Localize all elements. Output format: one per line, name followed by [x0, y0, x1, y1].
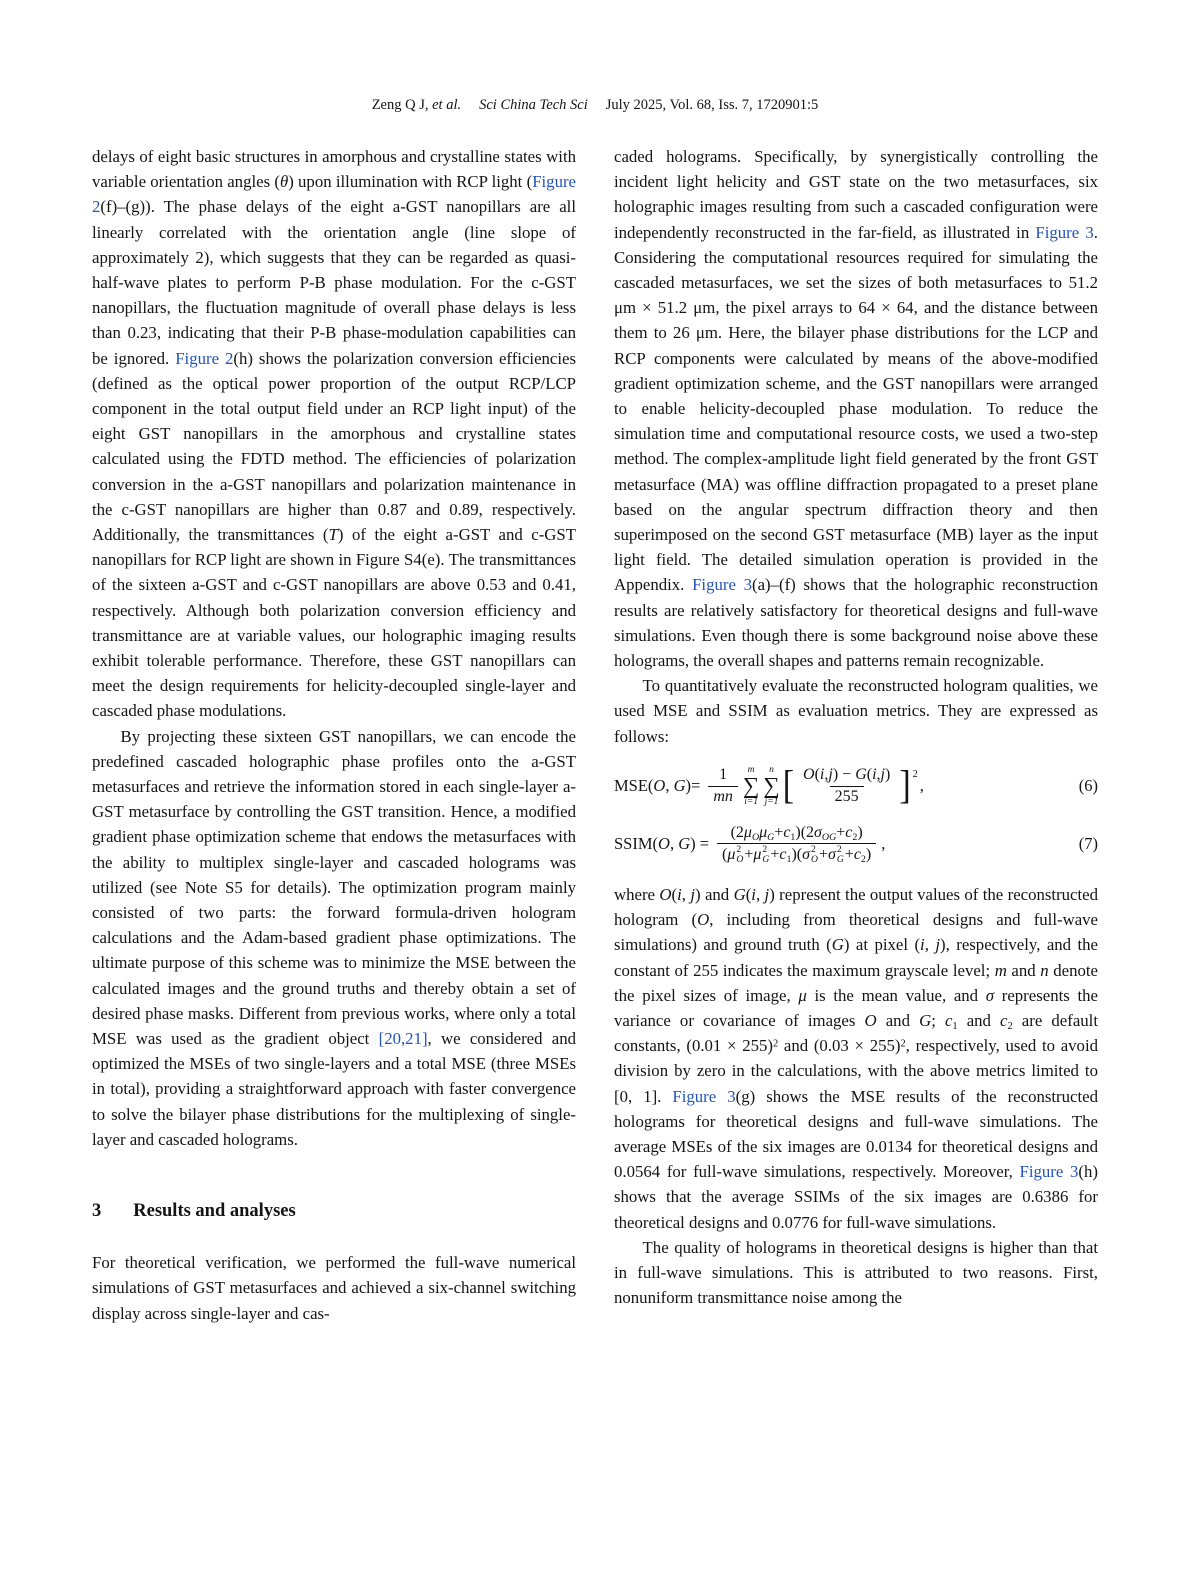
italic-variable: c	[1000, 1011, 1008, 1031]
equation-number: (6)	[1078, 775, 1098, 795]
equation-6-lhs: MSE(O, G)=	[614, 775, 701, 795]
paragraph-right-3: where O(i, j) and G(i, j) represent the output values of the reconstructed hologram (O, including from theoretical designs and full-wave simulations) and ground truth (G) at pixel (i, j), respectively, and the constant of 255 indicates the maximum grayscale level; m and n denote the pixel sizes of image, μ is the mean value, and σ represents the variance or covariance of images O and G; $c_1$ and $c_2$ are default constants, $(0.01 \times 255)^2$ and $(0.03 \times 255)^2$, respectively, used to avoid division by zero in the calculations, with the above metrics limited to [0, 1]. Figure 3(g) shows the MSE results of the reconstructed holograms for theoretical designs and full-wave simulations. The average MSEs of the six images are 0.0134 for theoretical designs and 0.0564 for full-wave simulations, respectively. Moreover, Figure 3(h) shows that the average SSIMs of the six images are 0.6386 for theoretical designs and 0.0776 for full-wave simulations.	[614, 885, 1099, 1232]
summation-lower-limit: j=1	[764, 797, 779, 808]
stacked-sub-sup: 2 G	[836, 843, 844, 866]
italic-variable: σ	[802, 846, 810, 864]
italic-variable: O	[803, 766, 815, 784]
paragraph-right-2: To quantitatively evaluate the reconstructed hologram qualities, we used MSE and SSIM as evaluation metrics. They are expressed as follows:	[614, 676, 1098, 746]
equation-number: (7)	[1078, 834, 1098, 854]
reference-link[interactable]: Figure 2	[92, 172, 577, 217]
equation-7	[614, 824, 1098, 867]
italic-variable: μ	[798, 985, 807, 1005]
equation-6	[614, 765, 1098, 808]
stacked-sub-sup: 2 O	[810, 843, 818, 866]
italic-variable: G	[678, 834, 691, 854]
italic-variable: μ	[759, 823, 768, 841]
fraction-denominator	[708, 786, 738, 806]
section-heading	[92, 1200, 576, 1222]
italic-variable: mn	[713, 787, 733, 805]
italic-variable: G	[831, 935, 844, 955]
paragraph-left-3: For theoretical verification, we performed the full-wave numerical simulations of GST metasurfaces and achieved a six-channel switching display across single-layer and cas-	[92, 1253, 576, 1323]
italic-variable: G	[733, 885, 746, 905]
reference-link[interactable]: Figure 3	[672, 1086, 736, 1106]
italic-variable: j	[764, 797, 768, 808]
italic-variable: j	[880, 766, 885, 784]
equation-6-body	[614, 765, 924, 808]
reference-link[interactable]: Figure 3	[692, 575, 752, 595]
italic-variable: O	[653, 775, 666, 795]
section-number: 3	[92, 1201, 102, 1222]
italic-variable: O	[864, 1011, 877, 1031]
italic-variable: n	[769, 764, 774, 775]
italic-variable: O	[697, 910, 710, 930]
reference-link[interactable]: Figure 2	[175, 348, 234, 368]
italic-variable: j	[828, 766, 833, 784]
italic-variable: i	[744, 797, 747, 808]
italic-variable: θ	[279, 172, 289, 192]
sigma-icon: ∑	[763, 773, 780, 799]
italic-variable: μ	[727, 846, 736, 864]
italic-variable: i	[920, 935, 925, 955]
right-column	[614, 144, 1098, 1326]
header-issue-info: July 2025, Vol. 68, Iss. 7, 1720901:5	[605, 97, 819, 113]
left-column	[92, 144, 576, 1326]
italic-variable: T	[328, 524, 338, 544]
italic-variable: n	[1040, 960, 1049, 980]
italic-variable: i	[819, 766, 825, 784]
equation-7-lhs: SSIM(O, G) =	[614, 834, 710, 854]
section-title: Results and analyses	[133, 1201, 296, 1222]
stacked-sub-sup: 2 G	[762, 843, 770, 866]
italic-variable: μ	[743, 823, 752, 841]
italic-variable: O	[658, 834, 670, 854]
summation	[743, 765, 759, 808]
italic-variable: j	[935, 935, 941, 955]
italic-variable: σ	[827, 846, 836, 864]
italic-variable: G	[919, 1011, 932, 1031]
italic-variable: c	[845, 823, 853, 841]
sigma-icon: ∑	[742, 773, 760, 799]
fraction	[717, 824, 876, 867]
italic-variable: c	[853, 846, 861, 864]
left-bracket: [	[782, 763, 795, 808]
italic-variable: c	[944, 1011, 953, 1031]
header-authors: Zeng Q J,	[371, 97, 433, 113]
fraction-numerator: 1	[719, 766, 728, 784]
italic-variable: i	[751, 885, 756, 905]
reference-link[interactable]: Figure 3	[1019, 1162, 1079, 1182]
equation-tail: ,	[919, 775, 924, 795]
exponent: 2	[912, 769, 918, 781]
right-bracket: ]	[899, 763, 911, 808]
equation-tail: ,	[881, 834, 886, 854]
summation-lower-limit: i=1	[744, 797, 758, 808]
italic-variable: G	[855, 766, 867, 784]
summation	[763, 765, 779, 808]
fraction	[798, 766, 895, 806]
paragraph-left-2: By projecting these sixteen GST nanopillars, we can encode the predefined cascaded holographic phase profiles onto the a-GST metasurfaces and retrieve the information stored in each single-layer a-GST metasurface by controlling the GST transition. Hence, a modified gradient phase optimization scheme that endows the metasurfaces with the ability to multiplex single-layer and cascaded holograms was utilized (see Note S5 for details). The optimization program mainly consisted of two parts: the forward formula-driven hologram calculations and the Adam-based gradient phase optimizations. The ultimate purpose of this scheme was to minimize the MSE between the calculated images and the ground truths and thereby obtain a set of desired phase masks. Different from previous works, where only a total MSE was used as the gradient object [20,21], we considered and optimized the MSEs of two single-layers and a total MSE (three MSEs in total), providing a straightforward approach with faster convergence to solve the bilayer phase distributions for the multiplexing of single-layer and cascaded holograms.	[92, 726, 576, 1149]
stacked-sub-sup: 2 O	[736, 843, 744, 866]
italic-variable: μ	[753, 846, 762, 864]
italic-variable: i	[677, 885, 682, 905]
header-journal-title: Sci China Tech Sci	[479, 97, 588, 113]
italic-variable: j	[690, 885, 696, 905]
reference-link[interactable]: Figure 3	[1035, 222, 1094, 242]
equation-7-body	[614, 824, 885, 867]
paragraph-left-1: delays of eight basic structures in amorphous and crystalline states with variable orientation angles (θ) upon illumination with RCP light (Figure 2(f)–(g)). The phase delays of the eight a-GST nanopillars are all linearly correlated with the orientation angle (line slope of approximately 2), which suggests that they can be regarded as quasi-half-wave plates to perform P-B phase modulation. For the c-GST nanopillars, the fluctuation magnitude of overall phase delays is less than 0.23, indicating that their P-B phase-modulation capabilities can be ignored. Figure 2(h) shows the polarization conversion efficiencies (defined as the optical power proportion of the output RCP/LCP component in the total output field under an RCP light input) of the eight GST nanopillars in the amorphous and crystalline states calculated using the FDTD method. The efficiencies of polarization conversion in the a-GST nanopillars and polarization maintenance in the c-GST nanopillars are higher than 0.87 and 0.89, respectively. Additionally, the transmittances (T) of the eight a-GST and c-GST nanopillars for RCP light are shown in Figure S4(e). The transmittances of the sixteen a-GST and c-GST nanopillars are above 0.53 and 0.41, respectively. Although both polarization conversion efficiency and transmittance are at variable values, our holographic imaging results exhibit tolerable performance. Therefore, these GST nanopillars can meet the design requirements for helicity-decoupled single-layer and cascaded phase modulations.	[92, 146, 577, 721]
fraction-denominator: 255	[830, 786, 864, 806]
header-etal: et al.	[432, 97, 462, 113]
italic-variable: m	[747, 764, 755, 775]
paragraph-right-1: caded holograms. Specifically, by synergistically controlling the incident light helicity and GST state on the two metasurfaces, six holographic images resulting from such a cascaded configuration were independently reconstructed in the far-field, as illustrated in Figure 3. Considering the computational resources required for simulating the cascaded metasurfaces, we set the sizes of both metasurfaces to 51.2 μm × 51.2 μm, the pixel arrays to 64 × 64, and the distance between them to 26 μm. Here, the bilayer phase distributions for the LCP and RCP components were calculated by means of the above-modified gradient optimization scheme, and the GST nanopillars were arranged to enable helicity-decoupled phase modulation. To reduce the simulation time and computational resource costs, we used a two-step method. The complex-amplitude light field generated by the front GST metasurface (MA) was offline diffraction propagated to a preset plane based on the angular spectrum diffraction theory and then superimposed on the second GST metasurface (MB) layer as the input light field. The detailed simulation operation is provided in the Appendix. Figure 3(a)–(f) shows that the holographic reconstruction results are relatively satisfactory for theoretical designs and full-wave simulations. Even though there is some background noise above these holograms, the overall shapes and patterns remain recognizable.	[614, 146, 1099, 670]
paragraph-right-4: The quality of holograms in theoretical designs is higher than that in full-wave simulations. This is attributed to two reasons. First, nonuniform transmittance noise among the	[614, 1237, 1098, 1308]
italic-variable: c	[779, 846, 787, 864]
italic-variable: O	[659, 885, 672, 905]
fraction	[708, 766, 738, 806]
two-column-body	[92, 144, 1098, 1326]
italic-variable: m	[994, 960, 1007, 980]
fraction-numerator: $(2\mu_O\mu_G+c_1)(2\sigma_{OG}+c_2)$	[730, 823, 863, 843]
fraction-numerator: O(i,j) − G(i,j)	[803, 766, 891, 784]
italic-variable: σ	[814, 823, 822, 841]
reference-link[interactable]: [20,21]	[378, 1029, 428, 1049]
italic-variable: i	[872, 766, 877, 784]
italic-variable: G	[673, 775, 686, 795]
fraction-denominator: (μ 2 O +μ 2 G $+c_1)(\sigma$ 2 O +σ 2 G $+c_2$)	[717, 843, 876, 866]
italic-variable: σ	[985, 985, 995, 1005]
italic-variable: j	[764, 885, 770, 905]
running-header	[92, 98, 1098, 114]
italic-variable: c	[783, 823, 791, 841]
